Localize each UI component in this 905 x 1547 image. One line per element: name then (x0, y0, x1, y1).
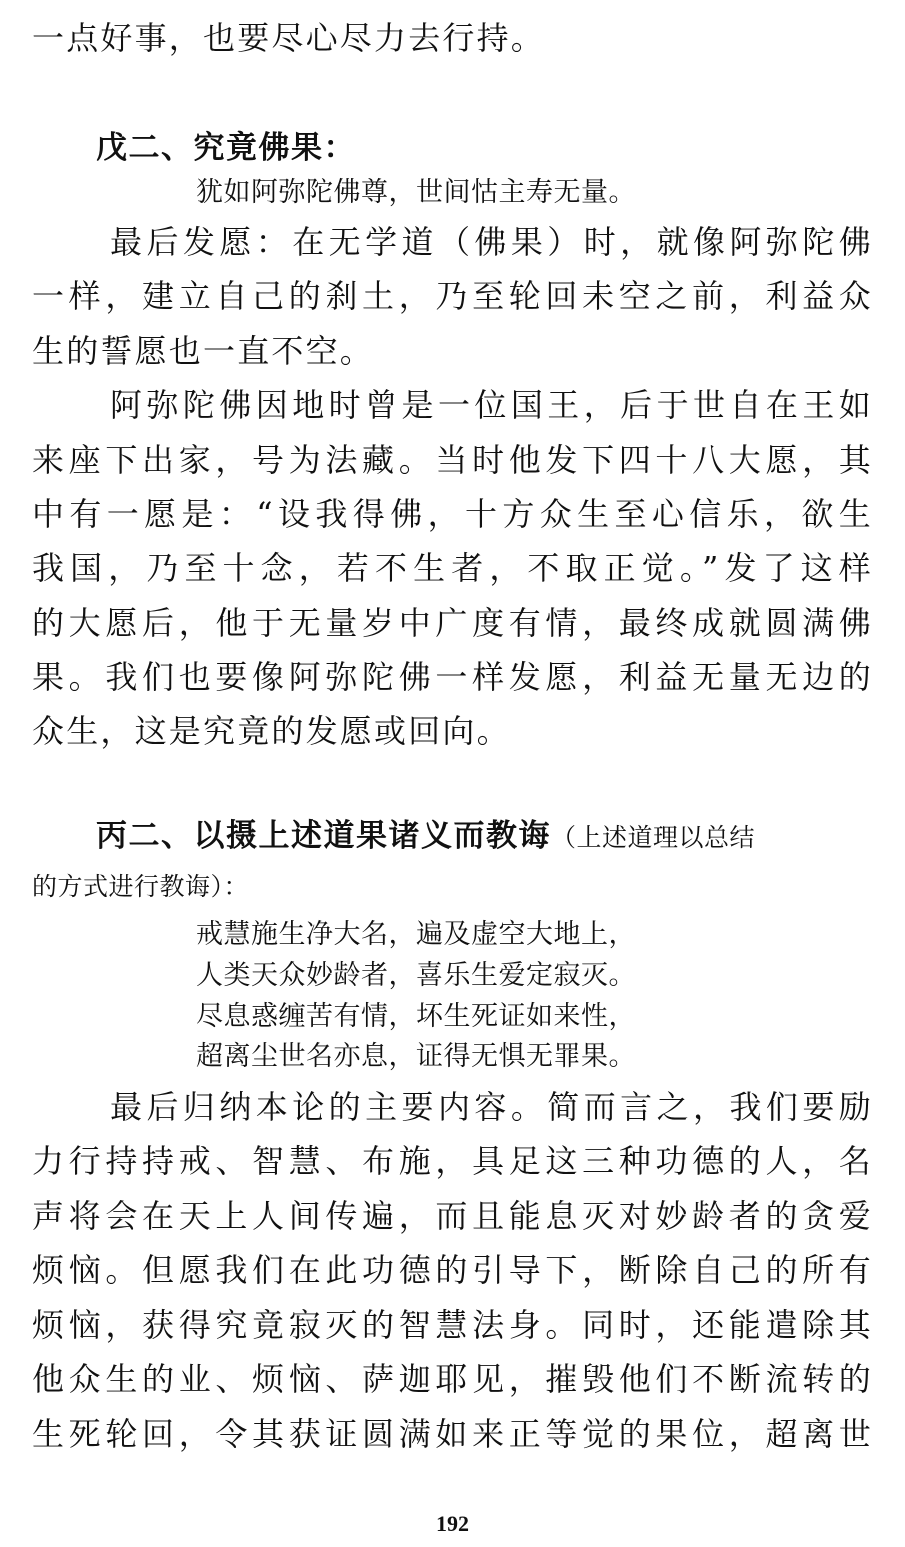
body-line: 声将会在天上人间传遍，而且能息灭对妙龄者的贪爱 (32, 1197, 873, 1235)
body-line: 我国，乃至十念，若不生者，不取正觉。”发了这样 (32, 549, 873, 587)
body-line: 的大愿后，他于无量岁中广度有情，最终成就圆满佛 (32, 604, 873, 642)
body-line: 阿弥陀佛因地时曾是一位国王，后于世自在王如 (110, 386, 873, 424)
body-line: 烦恼，获得究竟寂灭的智慧法身。同时，还能遣除其 (32, 1306, 873, 1344)
body-line: 生死轮回，令其获证圆满如来正等觉的果位，超离世 (32, 1415, 873, 1453)
body-line: 来座下出家，号为法藏。当时他发下四十八大愿，其 (32, 441, 873, 479)
body-line: 力行持持戒、智慧、布施，具足这三种功德的人，名 (32, 1142, 873, 1180)
body-line: 最后发愿：在无学道（佛果）时，就像阿弥陀佛 (110, 223, 873, 261)
body-line: 最后归纳本论的主要内容。简而言之，我们要励 (110, 1088, 873, 1126)
section-heading-title: 丙二、以摄上述道果诸义而教诲 (96, 818, 551, 854)
verse-line: 超离尘世名亦息，证得无惧无罪果。 (196, 1041, 636, 1072)
section-heading-note-continued: 的方式进行教诲）： (32, 872, 250, 901)
body-line: 一点好事，也要尽心尽力去行持。 (32, 19, 546, 57)
verse-line: 戒慧施生净大名，遍及虚空大地上， (196, 919, 636, 950)
verse-line: 犹如阿弥陀佛尊，世间怙主寿无量。 (196, 177, 636, 208)
body-line: 一样，建立自己的刹土，乃至轮回未空之前，利益众 (32, 277, 873, 315)
page-number: 192 (436, 1511, 469, 1536)
section-heading-note: （上述道理以总结 (551, 823, 756, 852)
verse-line: 尽息惑缠苦有情，坏生死证如来性， (196, 1001, 636, 1032)
body-line: 众生，这是究竟的发愿或回向。 (32, 712, 511, 750)
section-heading-teaching-summary (96, 816, 876, 858)
body-line: 生的誓愿也一直不空。 (32, 332, 375, 370)
body-line: 他众生的业、烦恼、萨迦耶见，摧毁他们不断流转的 (32, 1360, 873, 1398)
body-line: 中有一愿是：“设我得佛，十方众生至心信乐，欲生 (32, 495, 873, 533)
verse-line: 人类天众妙龄者，喜乐生爱定寂灭。 (196, 960, 636, 991)
section-heading-ultimate-buddhahood: 戊二、究竟佛果： (96, 130, 356, 166)
body-line: 果。我们也要像阿弥陀佛一样发愿，利益无量无边的 (32, 658, 873, 696)
body-line: 烦恼。但愿我们在此功德的引导下，断除自己的所有 (32, 1251, 873, 1289)
